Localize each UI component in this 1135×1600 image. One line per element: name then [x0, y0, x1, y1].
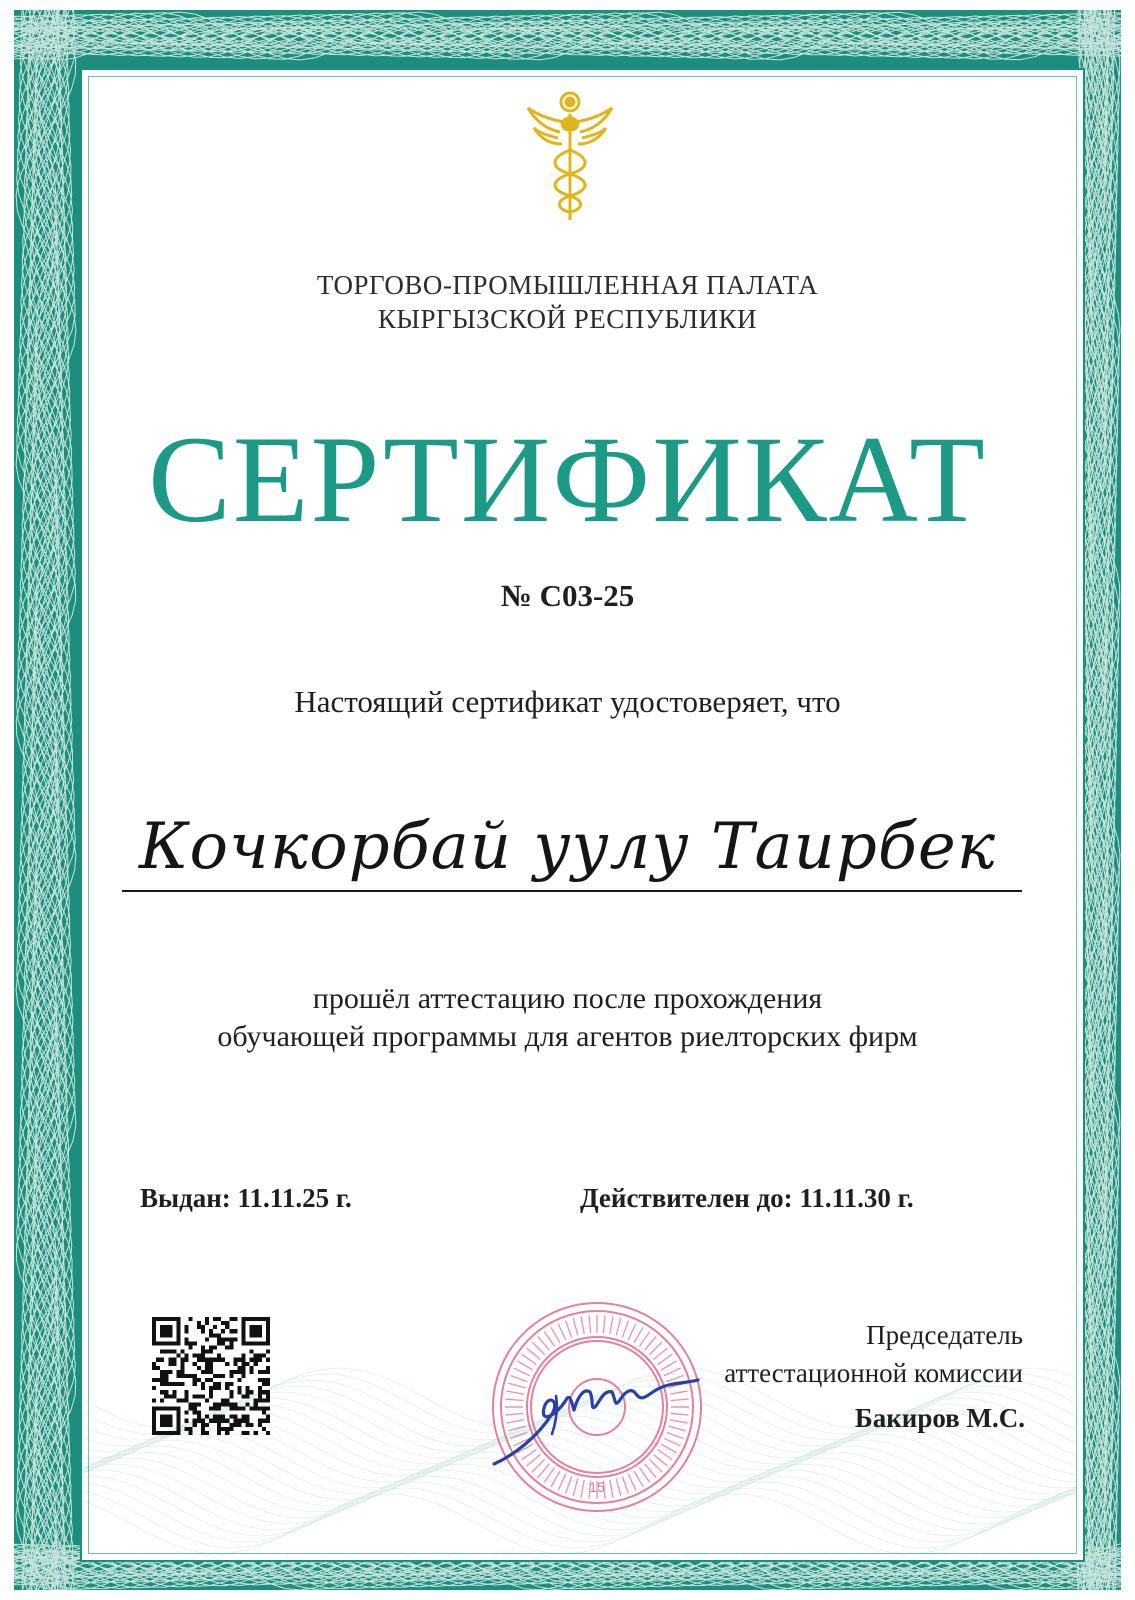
certificate-title: СЕРТИФИКАТ	[148, 411, 987, 548]
official-stamp-icon	[486, 1296, 708, 1518]
intro-text: Настоящий сертификат удостоверяет, что	[294, 684, 841, 719]
qr-code-icon[interactable]	[152, 1317, 270, 1435]
signatory-title-line-2: аттестационной комиссии	[724, 1358, 1023, 1388]
signatory-title-line-1: Председатель	[866, 1320, 1023, 1350]
organization-line-2: КЫРГЫЗСКОЙ РЕСПУБЛИКИ	[377, 304, 758, 334]
organization-name	[0, 268, 1135, 336]
signatory-name: Бакиров М.С.	[854, 1403, 1025, 1433]
certificate-number: № С03-25	[500, 578, 635, 613]
organization-line-1: ТОРГОВО-ПРОМЫШЛЕННАЯ ПАЛАТА	[316, 270, 819, 300]
description-line-2: обучающей программы для агентов риелторских фирм	[217, 1020, 918, 1053]
signatory-title	[724, 1316, 1023, 1392]
stamp-number: 15	[589, 1479, 605, 1495]
description-line-1: прошёл аттестацию после прохождения	[312, 982, 823, 1015]
holder-name: Кочкорбай уулу Таирбек	[138, 810, 997, 884]
chamber-of-commerce-emblem-icon	[520, 88, 620, 228]
holder-name-underline	[122, 890, 1022, 892]
valid-until-date: Действителен до: 11.11.30 г.	[580, 1183, 914, 1213]
issue-date: Выдан: 11.11.25 г.	[140, 1183, 352, 1213]
description	[0, 980, 1135, 1056]
signature-icon	[494, 1380, 698, 1464]
